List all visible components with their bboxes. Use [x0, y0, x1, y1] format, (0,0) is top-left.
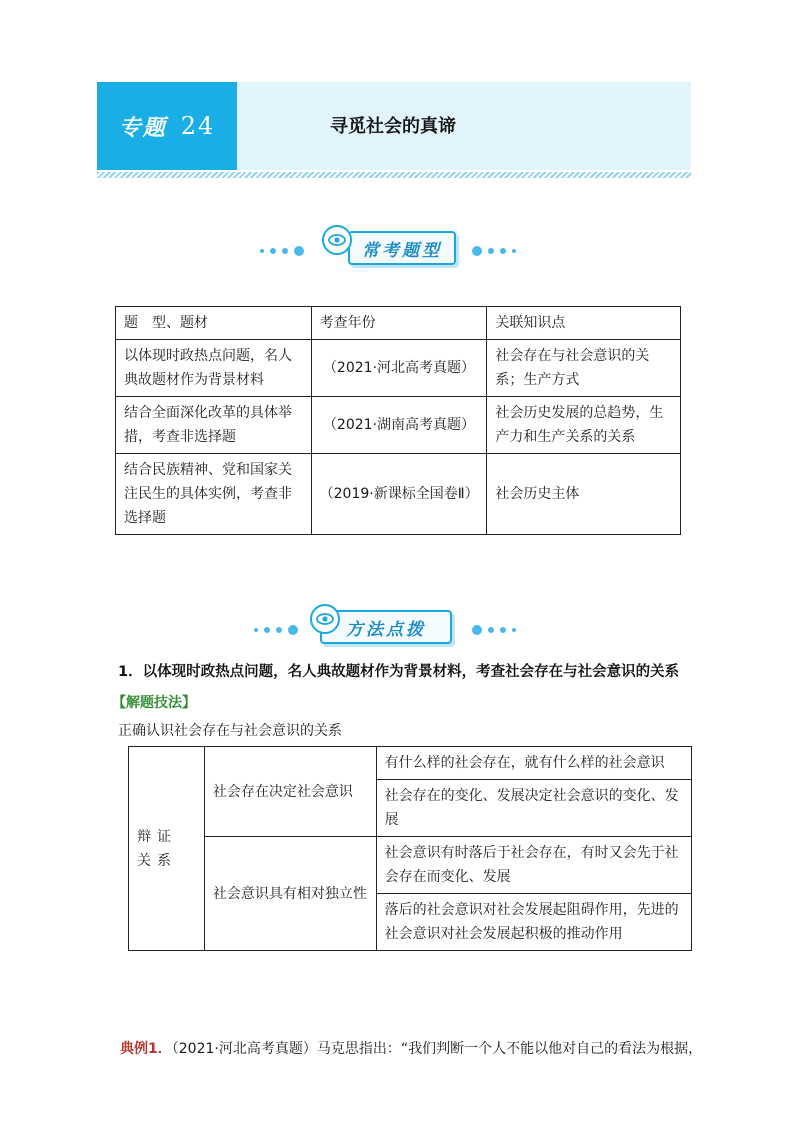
header-divider — [97, 172, 691, 178]
section-title-method-tips: 方法点拨 — [346, 619, 426, 640]
eye-icon — [322, 225, 352, 255]
group-title-cell: 社会意识具有相对独立性 — [204, 837, 376, 951]
table-cell: 社会存在的变化、发展决定社会意识的变化、发展 — [376, 780, 691, 837]
exam-types-table — [115, 306, 681, 535]
table-row — [129, 747, 692, 780]
tips-label: 【解题技法】 — [112, 695, 196, 711]
table-cell: 有什么样的社会存在，就有什么样的社会意识 — [376, 747, 691, 780]
table-header-cell: 考查年份 — [311, 307, 487, 340]
eye-icon — [310, 604, 340, 634]
section-badge-common-types — [252, 225, 542, 269]
table-cell: 社会历史发展的总趋势，生产力和生产关系的关系 — [487, 397, 681, 454]
table-row — [116, 340, 681, 397]
group-title-cell: 社会存在决定社会意识 — [204, 747, 376, 837]
example-text: （2021·河北高考真题）马克思指出：“我们判断一个人不能以他对自己的看法为根据， — [171, 1041, 703, 1057]
table-header-cell: 题 型、题材 — [116, 307, 312, 340]
table-header-row — [116, 307, 681, 340]
intro-text: 正确认识社会存在与社会意识的关系 — [118, 723, 342, 739]
section-badge-method-tips — [246, 604, 536, 648]
example-line — [120, 1038, 702, 1058]
table-row — [116, 397, 681, 454]
table-cell: （2019·新课标全国卷Ⅱ） — [311, 454, 487, 535]
example-label: 典例1． — [120, 1041, 172, 1057]
table-row — [116, 454, 681, 535]
table-cell: 结合全面深化改革的具体举措，考查非选择题 — [116, 397, 312, 454]
table-cell: （2021·湖南高考真题） — [311, 397, 487, 454]
table-cell: 落后的社会意识对社会发展起阻碍作用，先进的社会意识对社会发展起积极的推动作用 — [376, 894, 691, 951]
section-title-common-types: 常考题型 — [362, 240, 442, 261]
category-cell: 辩证关系 — [129, 747, 205, 951]
table-cell: 社会意识有时落后于社会存在，有时又会先于社会存在而变化、发展 — [376, 837, 691, 894]
table-cell: 以体现时政热点问题，名人典故题材作为背景材料 — [116, 340, 312, 397]
table-header-cell: 关联知识点 — [487, 307, 681, 340]
topic-label — [97, 82, 237, 170]
table-cell: 社会历史主体 — [487, 454, 681, 535]
point-heading: 1．以体现时政热点问题，名人典故题材作为背景材料，考查社会存在与社会意识的关系 — [118, 664, 680, 680]
page-title: 寻觅社会的真谛 — [330, 116, 456, 137]
table-cell: 社会存在与社会意识的关系；生产方式 — [487, 340, 681, 397]
relation-table — [128, 746, 692, 951]
table-cell: 结合民族精神、党和国家关注民生的具体实例，考查非选择题 — [116, 454, 312, 535]
table-cell: （2021·河北高考真题） — [311, 340, 487, 397]
topic-label-text: 专题 — [118, 114, 167, 141]
topic-number: 24 — [180, 112, 216, 140]
table-row — [129, 837, 692, 894]
